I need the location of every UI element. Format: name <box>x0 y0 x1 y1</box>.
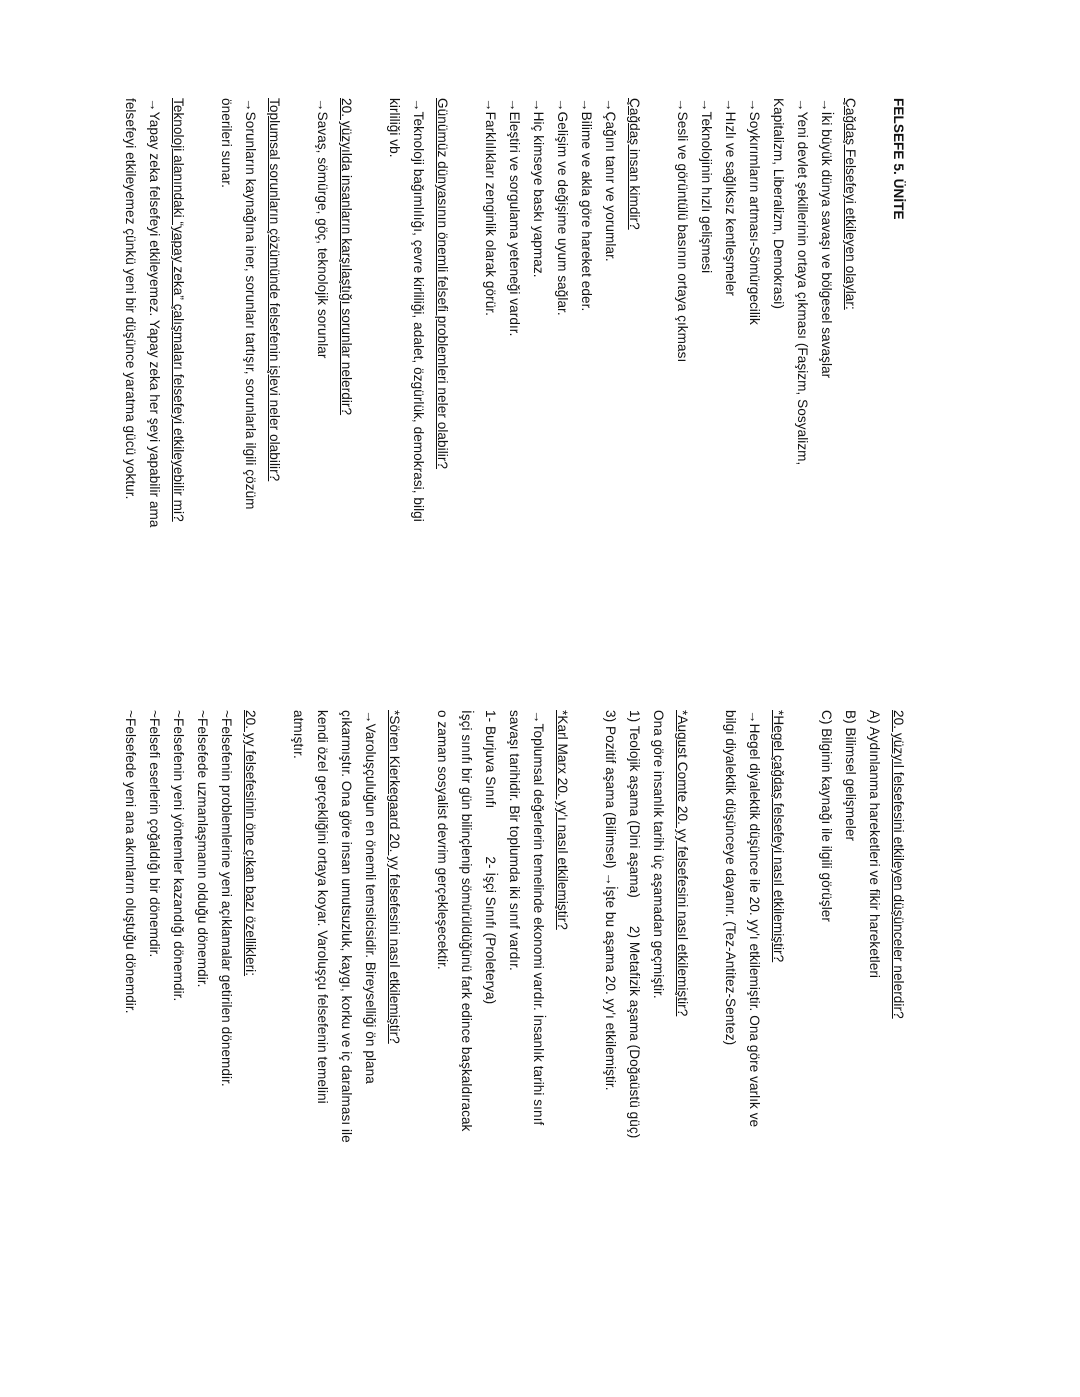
spacer <box>454 98 478 708</box>
list-item: →Yeni devlet şekillerinin ortaya çıkması (Faşizm, Sosyalizm, <box>795 98 810 466</box>
left-column <box>0 98 1080 708</box>
list-item: o zaman sosyalist devrim gerçekleşecektir. <box>435 710 450 970</box>
list-item: →Varoluşçuluğun en önemli temsilcisidir. Bireyselliği ön plana <box>363 710 378 1084</box>
list-item: bilgi diyalektik düşünceye dayanır. (Tez-Antitez-Sentez) <box>723 710 738 1046</box>
list-item-row <box>622 710 646 1355</box>
list-item: kendi özel gerçekliğini ortaya koyar. Varoluşçu felsefenin temelini <box>315 710 330 1104</box>
section-heading-hegel: *Hegel çağdaş felsefeyi nasıl etkilemiştir? <box>771 710 786 963</box>
list-item: önerileri sunar. <box>219 98 234 188</box>
list-item: →Teknolojinin hızlı gelişmesi <box>699 98 714 274</box>
list-item: →Hiç kimseye baskı yapmaz. <box>531 98 546 278</box>
section-heading-influencing-thoughts: 20. yüzyıl felsefesini etkileyen düşünceler nelerdir? <box>891 710 906 1019</box>
spacer <box>358 98 382 708</box>
list-item: →Sorunların kaynağına iner, sorunları tartışır, sorunlarla ilgili çözüm <box>243 98 258 510</box>
list-item: →Çağını tanır ve yorumlar. <box>603 98 618 262</box>
section-heading-kierkegaard: *Sören Kierkegaard 20. yy felsefesini nasıl etkilemiştir? <box>387 710 402 1044</box>
list-item: atmıştır. <box>291 710 306 759</box>
list-item: ~Felsefi eserlerin çoğaldığı bir dönemdir. <box>147 710 162 958</box>
list-item: →Farklılıkları zenginlik olarak görür. <box>483 98 498 316</box>
list-item: İşçi sınıfı bir gün bilinçlenip sömürüldüğünü fark edince başkaldıracak <box>459 710 474 1132</box>
spacer <box>862 98 886 708</box>
spacer <box>646 98 670 708</box>
spacer <box>406 710 430 1355</box>
section-heading-contemporary-events: Çağdaş Felsefeyi etkileyen olaylar: <box>843 98 858 310</box>
list-item: kirliliği vb. <box>387 98 402 158</box>
right-column <box>0 710 1080 1355</box>
spacer <box>190 98 214 708</box>
list-item: Kapitalizm, Liberalizm, Demokrasi) <box>771 98 786 309</box>
list-item: →Toplumsal değerlerin temelinde ekonomi vardır. İnsanlık tarihi sınıf <box>531 710 546 1126</box>
list-item: ~Felsefenin problemlerine yeni açıklamalar getirilen dönemdir. <box>219 710 234 1087</box>
list-item: B) Bilimsel gelişmeler <box>843 710 858 842</box>
list-item-row <box>478 710 502 1355</box>
list-item: Ona göre insanlık tarihi üç aşamadan geçmiştir. <box>651 710 666 999</box>
section-heading-contemporary-human: Çağdaş insan kimdir? <box>627 98 642 230</box>
list-item: →Savaş, sömürge, göç, teknolojik sorunlar <box>315 98 330 359</box>
list-item: 1) Teolojik aşama (Dini aşama) <box>627 710 642 898</box>
section-heading-comte: *August Comte 20. yy felsefesini nasıl etkilemiştir? <box>675 710 690 1017</box>
page-title: FELSEFE 5. ÜNİTE <box>891 98 906 220</box>
list-item: →Sesli ve görüntülü basının ortaya çıkması <box>675 98 690 363</box>
list-item: ~Felsefede yeni ana akımların oluştuğu dönemdir. <box>123 710 138 1014</box>
list-item: →İki büyük dünya savaşı ve bölgesel savaşlar <box>819 98 834 379</box>
list-item: 3) Pozitif aşama (Bilimsel) →İşte bu aşama 20. yy'ı etkilemiştir. <box>603 710 618 1091</box>
list-item: 1- Burjuva Sınıfı <box>483 710 498 809</box>
list-item: ~Felsefenin yeni yöntemler kazandığı dönemdir. <box>171 710 186 1002</box>
list-item: felsefeyi etkileyemez çünkü yeni bir düşünce yaratma gücü yoktur. <box>123 98 138 500</box>
list-item: →Yapay zeka felsefeyi etkileyemez. Yapay zeka her şeyi yapabilir ama <box>147 98 162 528</box>
list-item: →Bilime ve akla göre hareket eder. <box>579 98 594 312</box>
spacer <box>286 98 310 708</box>
list-item: çıkarmıştır. Ona göre insan umutsuzluk, kaygı, korku ve iç daralması ile <box>339 710 354 1143</box>
spacer <box>790 710 814 1355</box>
section-heading-20th-century-problems: 20. yüzyılda insanların karşılaştığı sorunlar nelerdir? <box>339 98 354 416</box>
spacer <box>262 710 286 1355</box>
section-heading-social-problems: Toplumsal sorunların çözümünde felsefenin işlevi neler olabilir? <box>267 98 282 482</box>
list-item: 2) Metafizik aşama (Doğaüstü güç) <box>627 925 642 1139</box>
section-heading-marx: *Karl Marx 20. yy'ı nasıl etkilemiştir? <box>555 710 570 930</box>
list-item: →Soykırımların artması-Sömürgecilik <box>747 98 762 325</box>
list-item: →Teknoloji bağımlılığı, çevre kirliliği, adalet, özgürlük, demokrasi, bilgi <box>411 98 426 522</box>
list-item: →Gelişim ve değişime uyum sağlar. <box>555 98 570 316</box>
list-item: →Eleştiri ve sorgulama yeteneği vardır. <box>507 98 522 337</box>
list-item: ~Felsefede uzmanlaşmanın olduğu dönemdir. <box>195 710 210 988</box>
section-heading-20th-century-features: 20. yy felsefesinin öne çıkan bazı özellikleri: <box>243 710 258 977</box>
list-item: →Hegel diyalektik düşünce ile 20. yy'ı etkilemiştir. Ona göre varlık ve <box>747 710 762 1128</box>
list-item: A) Aydınlanma hareketleri ve fikir hareketleri <box>867 710 882 979</box>
list-item: C) Bilginin kaynağı ile ilgili görüşler <box>819 710 834 922</box>
list-item: savaşı tarihidir. Bir toplumda iki sınıf vardır. <box>507 710 522 971</box>
section-heading-philosophical-problems: Günümüz dünyasının önemli felsefi problemleri neler olabilir? <box>435 98 450 470</box>
list-item: 2- İşçi Sınıfı (Proleterya) <box>483 856 498 1005</box>
spacer <box>574 710 598 1355</box>
section-heading-artificial-intelligence: Teknoloji alanındaki “yapay zeka” çalışmaları felsefeyi etkileyebilir mi? <box>171 98 186 522</box>
spacer <box>694 710 718 1355</box>
list-item: →Hızlı ve sağlıksız kentleşmeler <box>723 98 738 297</box>
